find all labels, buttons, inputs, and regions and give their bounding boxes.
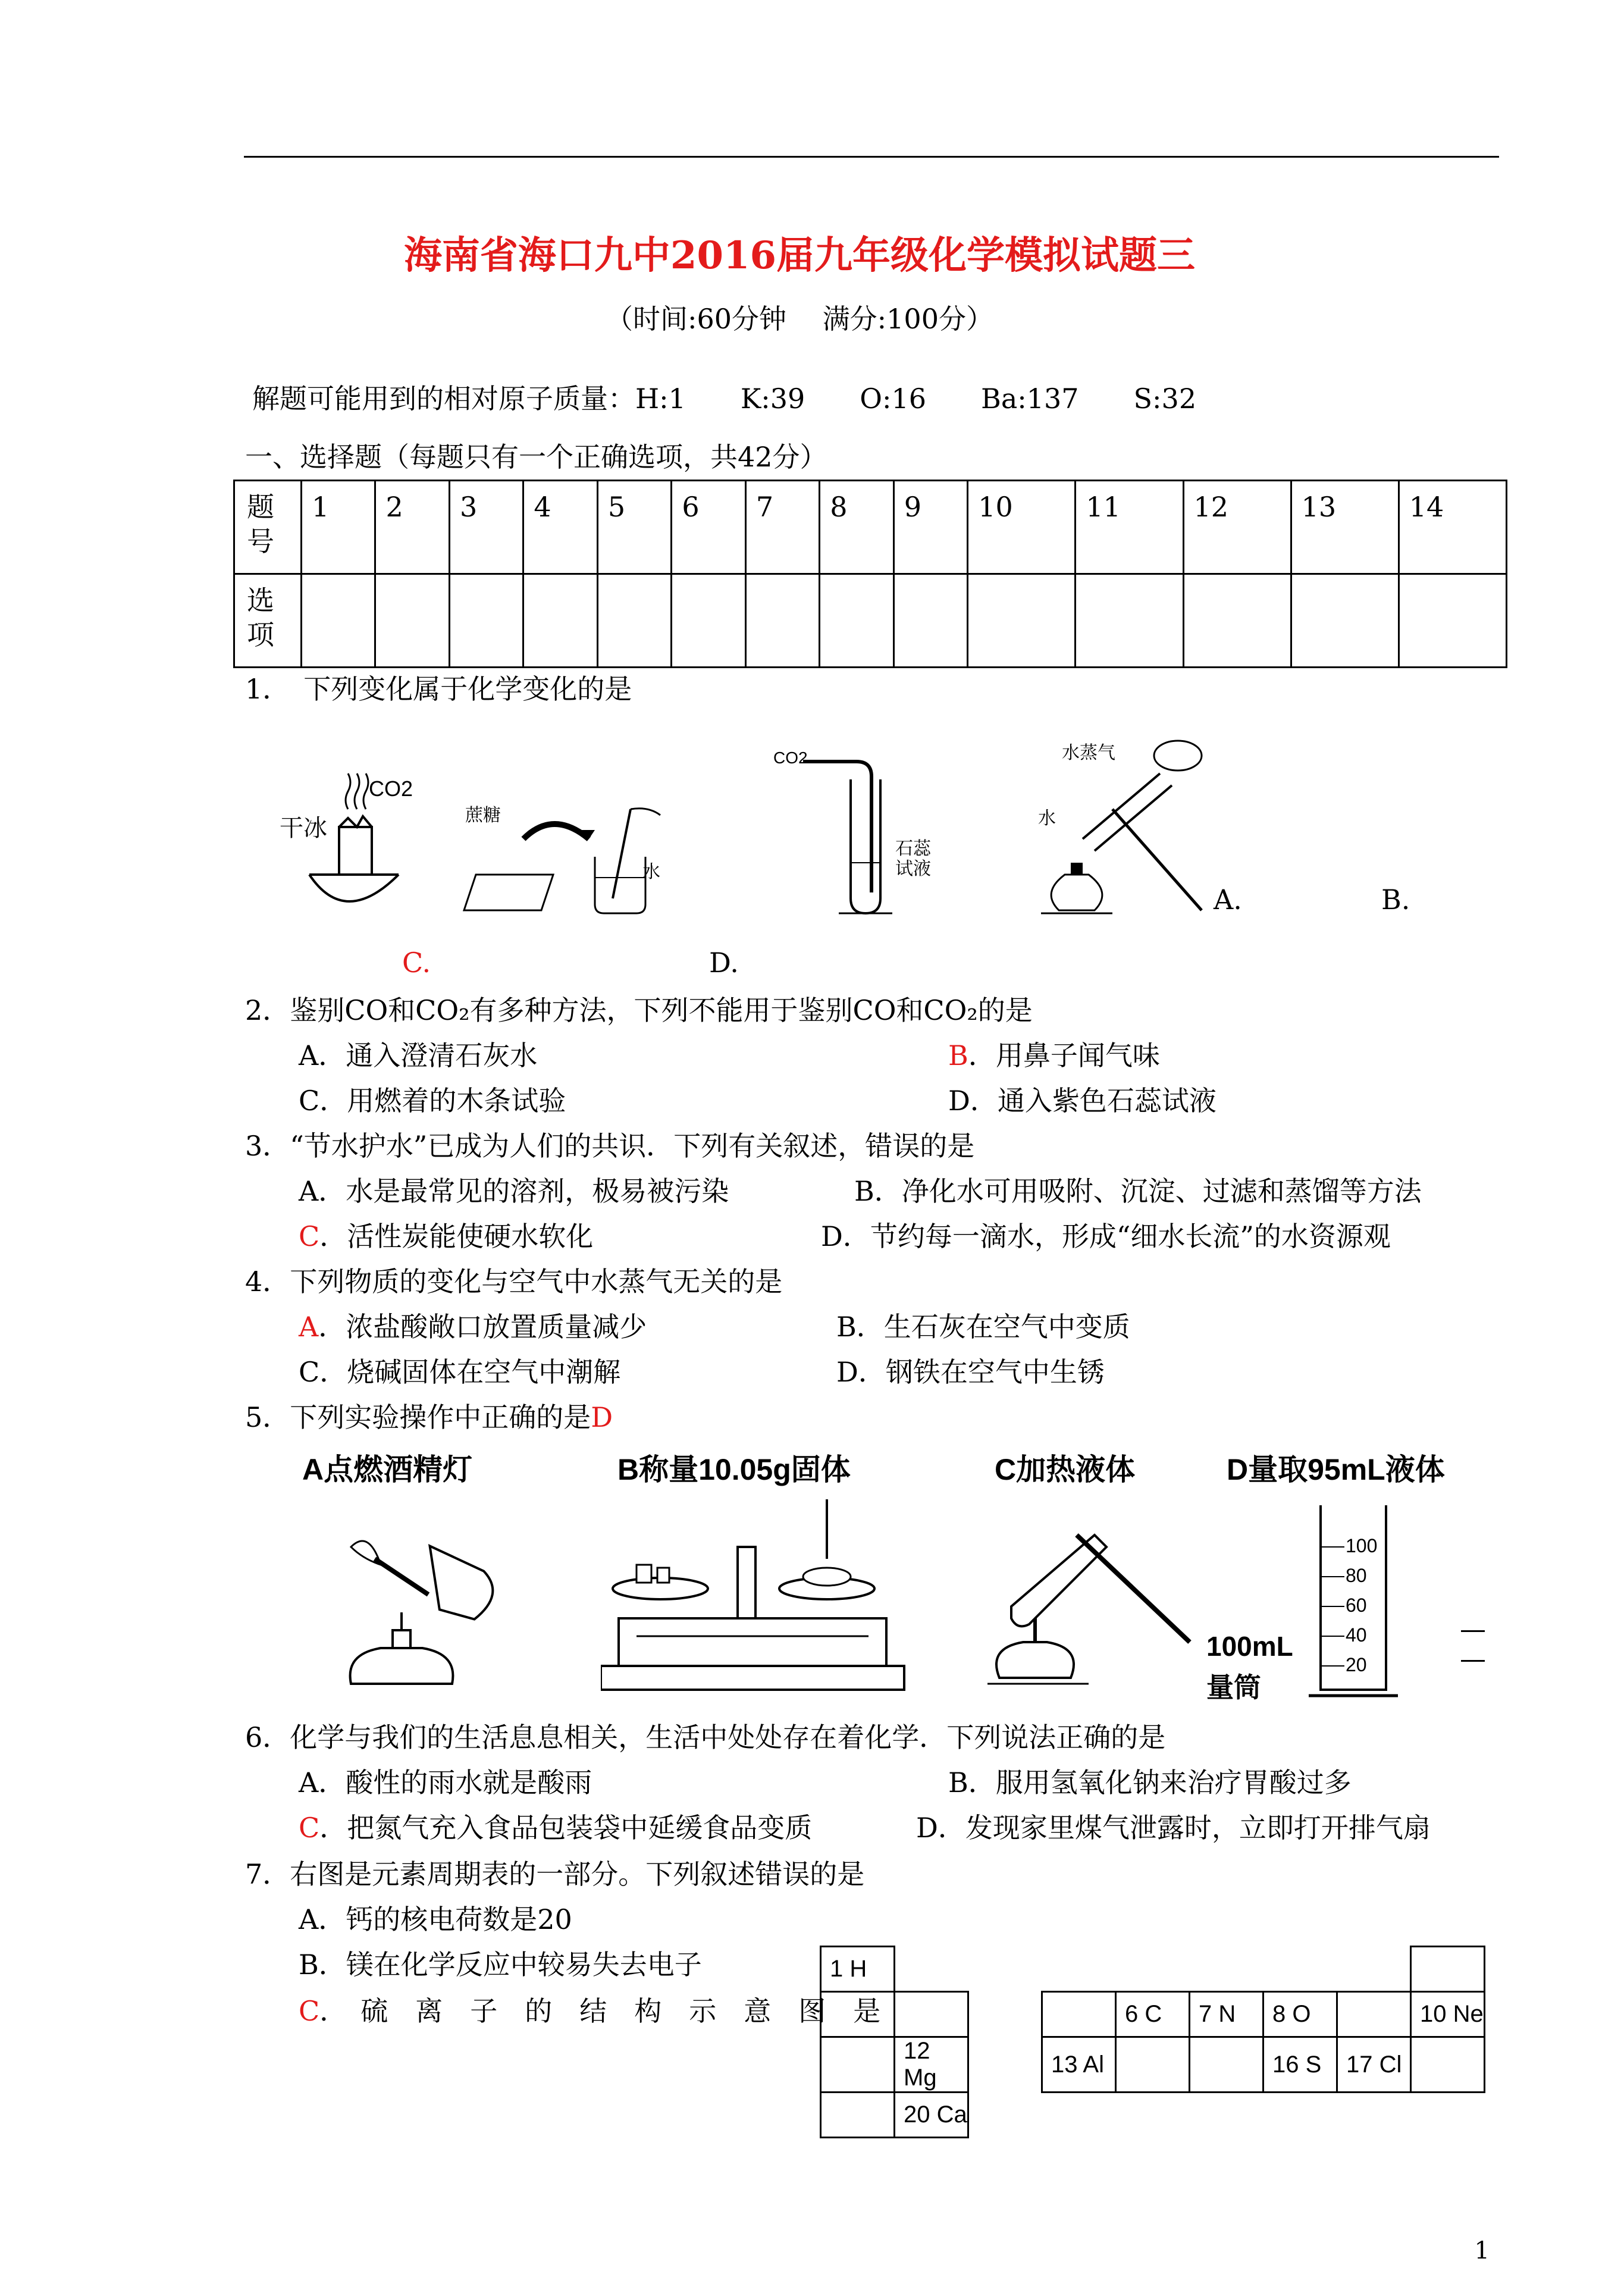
- q5-stem: [245, 1399, 613, 1435]
- question-number: 4: [523, 481, 597, 574]
- answer-table: [233, 480, 1507, 668]
- option-text: ．活性炭能使硬水软化: [319, 1220, 594, 1252]
- answer-letter: C: [299, 1220, 320, 1252]
- q4-stem: 4．下列物质的变化与空气中水蒸气无关的是: [245, 1266, 783, 1298]
- question-number: 8: [820, 481, 893, 574]
- answer-cell[interactable]: [968, 574, 1076, 668]
- q6-option-b: B．服用氢氧化钠来治疗胃酸过多: [948, 1766, 1352, 1799]
- q4-option-b: B．生石灰在空气中变质: [836, 1311, 1130, 1343]
- q1-option-b: B.: [1381, 884, 1410, 916]
- q5-figure-alcohol-lamp: [333, 1523, 512, 1702]
- element-ar: [1411, 2037, 1485, 2093]
- q2-option-d: D．通入紫色石蕊试液: [948, 1085, 1217, 1117]
- element-cl: 17 Cl: [1337, 2037, 1411, 2093]
- q3-stem: 3．“节水护水”已成为人们的共识．下列有关叙述，错误的是: [245, 1130, 975, 1162]
- header-char: 选: [247, 584, 274, 616]
- element-c: 6 C: [1116, 1992, 1190, 2037]
- q4-option-a: [299, 1309, 647, 1345]
- answer-cell[interactable]: [1076, 574, 1183, 668]
- q4-option-c: C．烧碱固体在空气中潮解: [299, 1356, 621, 1388]
- question-number: 1: [302, 481, 375, 574]
- answer-cell[interactable]: [523, 574, 597, 668]
- answer-cell[interactable]: [893, 574, 967, 668]
- label-litmus: 石蕊试液: [895, 838, 931, 879]
- answer-table-number-row: [234, 481, 1507, 574]
- cylinder-capacity: 100mL: [1206, 1631, 1293, 1662]
- q3-option-d: D．节约每一滴水，形成“细水长流”的水资源观: [821, 1220, 1391, 1252]
- label-sugar: 蔗糖: [465, 805, 501, 826]
- answer-cell[interactable]: [745, 574, 819, 668]
- element-b: [1042, 1992, 1116, 2037]
- q5-stem-text: 5．下列实验操作中正确的是: [245, 1401, 591, 1433]
- q6-option-a: A．酸性的雨水就是酸雨: [299, 1766, 592, 1799]
- tick-100: 100: [1346, 1535, 1378, 1556]
- question-number: 7: [745, 481, 819, 574]
- atomic-masses: 解题可能用到的相对原子质量：H:1 K:39 O:16 Ba:137 S:32: [252, 383, 1197, 415]
- question-number: 10: [968, 481, 1076, 574]
- q1-figure-litmus: [767, 744, 934, 922]
- q3-option-b: B．净化水可用吸附、沉淀、过滤和蒸馏等方法: [854, 1175, 1422, 1207]
- row-header-choice: [234, 574, 302, 668]
- tick-40: 40: [1346, 1624, 1367, 1646]
- q4-option-d: D．钢铁在空气中生锈: [836, 1356, 1105, 1388]
- answer-cell[interactable]: [672, 574, 745, 668]
- answer-cell[interactable]: [375, 574, 449, 668]
- q2-option-a: A．通入澄清石灰水: [299, 1039, 538, 1072]
- question-number: 12: [1183, 481, 1291, 574]
- page-number: 1: [1474, 2237, 1490, 2264]
- element-li: [821, 1992, 895, 2037]
- answer-letter: A: [299, 1311, 319, 1343]
- answer-letter: C: [299, 1995, 320, 2027]
- q1-option-a: A.: [1214, 884, 1242, 916]
- q2-option-b: [948, 1038, 1160, 1073]
- question-number: 14: [1399, 481, 1506, 574]
- answer-cell[interactable]: [597, 574, 671, 668]
- tick-60: 60: [1346, 1595, 1367, 1616]
- option-text: ．浓盐酸敞口放置质量减少: [318, 1311, 647, 1343]
- cylinder-name: 量筒: [1206, 1672, 1261, 1703]
- element-f: [1337, 1992, 1411, 2037]
- element-ne: 10 Ne: [1411, 1992, 1485, 2037]
- element-n: 7 N: [1190, 1992, 1263, 2037]
- mark-dash: [1461, 1660, 1485, 1662]
- q5-answer: D: [591, 1401, 613, 1433]
- q7-option-b: B．镁在化学反应中较易失去电子: [299, 1949, 702, 1981]
- element-si: [1116, 2037, 1190, 2093]
- header-char: 号: [247, 525, 274, 557]
- q3-option-c: [299, 1219, 593, 1254]
- element-k: [821, 2093, 895, 2138]
- label-co2-gas: CO2: [369, 776, 413, 801]
- q6-option-d: D．发现家里煤气泄露时，立即打开排气扇: [916, 1812, 1431, 1844]
- element-h: 1 H: [821, 1947, 895, 1992]
- q5-label-c: C加热液体: [995, 1453, 1136, 1486]
- element-mg: 12 Mg: [895, 2037, 968, 2093]
- element-ca: 20 Ca: [895, 2093, 968, 2138]
- answer-letter: C: [299, 1812, 320, 1844]
- question-number: 6: [672, 481, 745, 574]
- q2-stem: 2．鉴别CO和CO₂有多种方法，下列不能用于鉴别CO和CO₂的是: [245, 994, 1033, 1026]
- tick-20: 20: [1346, 1654, 1367, 1675]
- q6-option-c: [299, 1810, 812, 1846]
- question-number: 9: [893, 481, 967, 574]
- answer-table-choice-row: [234, 574, 1507, 668]
- q5-figure-balance: [601, 1499, 910, 1702]
- periodic-table: [820, 1946, 1485, 2138]
- option-text: ．把氮气充入食品包装袋中延缓食品变质: [319, 1812, 813, 1844]
- q5-label-b: B称量10.05g固体: [617, 1453, 851, 1486]
- header-char: 题: [247, 491, 274, 523]
- element-s: 16 S: [1263, 2037, 1337, 2093]
- q1-stem: 1． 下列变化属于化学变化的是: [245, 673, 632, 705]
- q1-option-c: C.: [402, 947, 431, 979]
- page-title: 海南省海口九中2016届九年级化学模拟试题三: [403, 233, 1196, 278]
- q1-option-d: D.: [709, 947, 739, 979]
- label-steam: 水蒸气: [1062, 743, 1115, 763]
- q3-option-a: A．水是最常见的溶剂，极易被污染: [299, 1175, 729, 1207]
- answer-cell[interactable]: [449, 574, 523, 668]
- element-p: [1190, 2037, 1263, 2093]
- tick-80: 80: [1346, 1565, 1367, 1586]
- answer-cell[interactable]: [1291, 574, 1399, 668]
- label-dry-ice: 干冰: [280, 815, 327, 842]
- q6-stem: 6．化学与我们的生活息息相关，生活中处处存在着化学．下列说法正确的是: [245, 1721, 1166, 1753]
- element-al: 13 Al: [1042, 2037, 1116, 2093]
- answer-cell[interactable]: [1183, 574, 1291, 668]
- answer-cell[interactable]: [820, 574, 893, 668]
- element-o: 8 O: [1263, 1992, 1337, 2037]
- label-co2-inlet: CO2: [773, 748, 808, 767]
- header-char: 项: [247, 619, 274, 651]
- mark-dash: [1461, 1630, 1485, 1632]
- q7-option-c: [299, 1993, 880, 2029]
- question-number: 5: [597, 481, 671, 574]
- question-number: 13: [1291, 481, 1399, 574]
- header-rule: [244, 156, 1499, 158]
- question-number: 2: [375, 481, 449, 574]
- label-water-2: 水: [1038, 808, 1056, 829]
- question-number: 3: [449, 481, 523, 574]
- q7-stem: 7．右图是元素周期表的一部分。下列叙述错误的是: [245, 1858, 865, 1890]
- element-be: [895, 1992, 968, 2037]
- answer-cell[interactable]: [302, 574, 375, 668]
- q5-figure-heating-liquid: [952, 1499, 1202, 1714]
- option-text: ． 硫 离 子 的 结 构 示 意 图 是: [319, 1995, 881, 2027]
- q5-label-a: A点燃酒精灯: [302, 1453, 473, 1486]
- element-na: [821, 2037, 895, 2093]
- label-water: 水: [642, 862, 660, 882]
- section-heading: 一、选择题（每题只有一个正确选项，共42分）: [245, 441, 827, 473]
- q2-option-c: C．用燃着的木条试验: [299, 1085, 566, 1117]
- answer-cell[interactable]: [1399, 574, 1506, 668]
- q7-option-a: A．钙的核电荷数是20: [299, 1903, 572, 1935]
- option-text: ．用鼻子闻气味: [968, 1039, 1160, 1072]
- q5-label-d: D量取95mL液体: [1227, 1453, 1445, 1486]
- answer-letter: B: [948, 1039, 968, 1072]
- exam-time-info: （时间:60分钟 满分:100分）: [606, 303, 993, 335]
- question-number: 11: [1076, 481, 1183, 574]
- row-header-number: [234, 481, 302, 574]
- element-he: [1411, 1947, 1485, 1992]
